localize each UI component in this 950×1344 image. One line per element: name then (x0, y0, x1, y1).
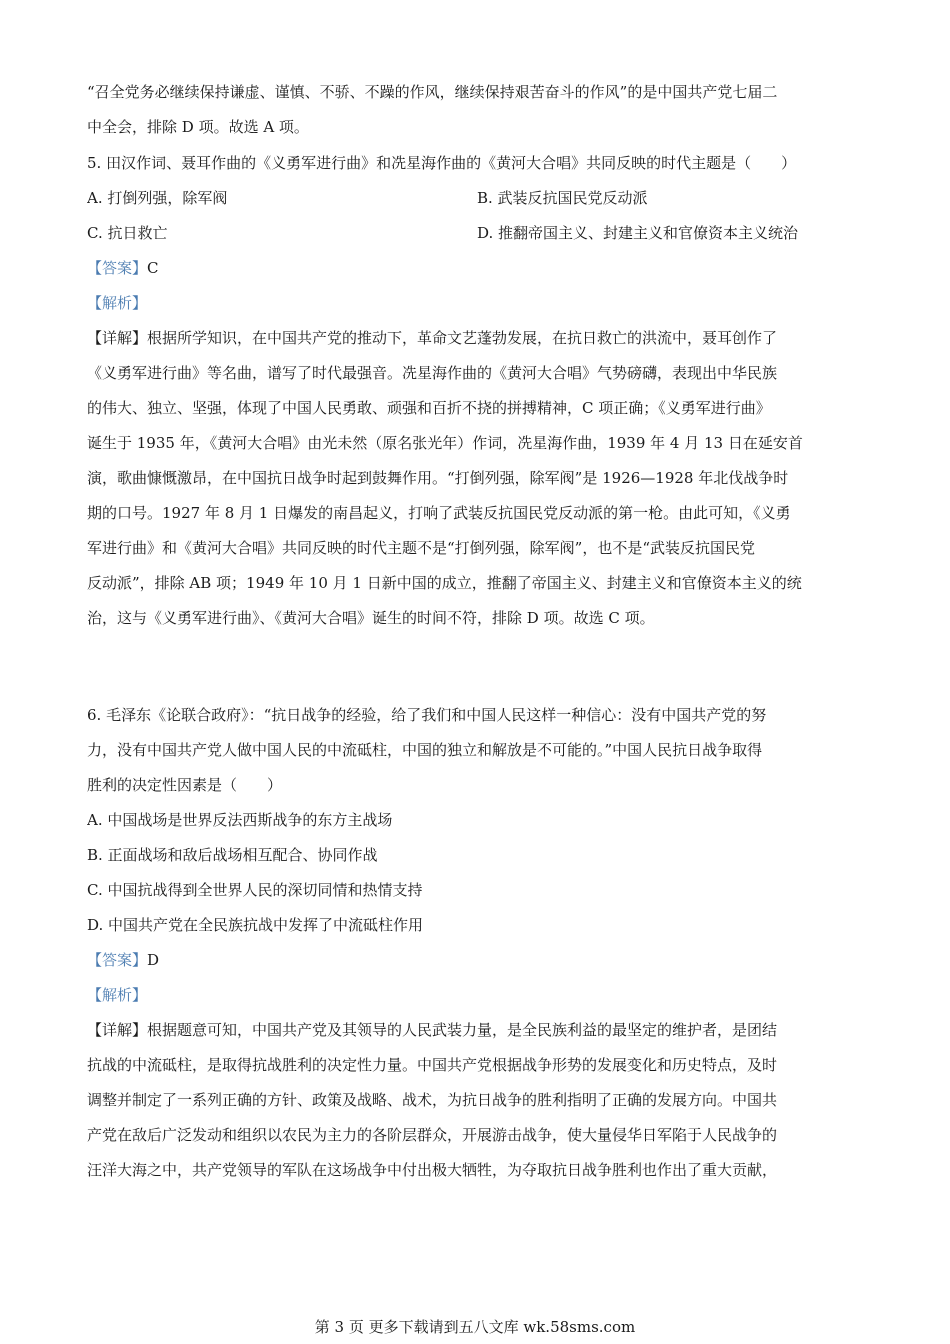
q5-detail-line: 演，歌曲慷慨激昂，在中国抗日战争时起到鼓舞作用。“打倒列强，除军阀”是 1926—1928 年北伐战争时 (87, 469, 789, 487)
q6-detail-line: 抗战的中流砥柱，是取得抗战胜利的决定性力量。中国共产党根据战争形势的发展变化和历史特点，及时 (87, 1056, 778, 1074)
q6-answer-value: D (147, 951, 160, 969)
q6-option-d: D. 中国共产党在全民族抗战中发挥了中流砥柱作用 (87, 916, 424, 934)
intro-line: “召全党务必继续保持谦虚、谨慎、不骄、不躁的作风，继续保持艰苦奋斗的作风”的是中国共产党七届二 (87, 83, 778, 101)
q5-detail-line: 反动派”，排除 AB 项；1949 年 10 月 1 日新中国的成立，推翻了帝国主义、封建主义和官僚资本主义的统 (87, 574, 802, 592)
q5-detail-tag: 【详解】 (87, 329, 148, 347)
q5-options-row-2 (87, 216, 863, 251)
q6-analysis-tag: 【解析】 (87, 986, 148, 1004)
q5-detail-line: 《义勇军进行曲》等名曲，谱写了时代最强音。冼星海作曲的《黄河大合唱》气势磅礴，表现出中华民族 (87, 364, 778, 382)
q6-detail-line (87, 1013, 863, 1048)
q6-stem-line: 6. 毛泽东《论联合政府》：“抗日战争的经验，给了我们和中国人民这样一种信心：没有中国共产党的努 (87, 706, 767, 724)
q5-options-row-1 (87, 181, 863, 216)
q6-stem-line: 力，没有中国共产党人做中国人民的中流砥柱，中国的独立和解放是不可能的。”中国人民抗日战争取得 (87, 741, 763, 759)
q5-answer-tag: 【答案】 (87, 259, 148, 277)
intro-line: 中全会，排除 D 项。故选 A 项。 (87, 118, 309, 136)
question-5 (87, 146, 863, 636)
q6-detail-text: 根据题意可知，中国共产党及其领导的人民武装力量，是全民族利益的最坚定的维护者，是团结 (147, 1021, 778, 1039)
q6-detail-line: 产党在敌后广泛发动和组织以农民为主力的各阶层群众，开展游击战争，使大量侵华日军陷于人民战争的 (87, 1126, 778, 1144)
q6-option-c: C. 中国抗战得到全世界人民的深切同情和热情支持 (87, 881, 423, 899)
intro-paragraph (87, 75, 863, 145)
q5-detail-line: 军进行曲》和《黄河大合唱》共同反映的时代主题不是“打倒列强，除军阀”，也不是“武装反抗国民党 (87, 539, 756, 557)
question-6 (87, 698, 863, 1188)
q5-option-b: B. 武装反抗国民党反动派 (477, 189, 648, 207)
q5-detail-line: 治，这与《义勇军进行曲》、《黄河大合唱》诞生的时间不符，排除 D 项。故选 C 项。 (87, 609, 655, 627)
q5-answer (87, 251, 863, 286)
q6-option-a: A. 中国战场是世界反法西斯战争的东方主战场 (87, 811, 393, 829)
q5-stem: 5. 田汉作词、聂耳作曲的《义勇军进行曲》和冼星海作曲的《黄河大合唱》共同反映的时代主题是（ ） (87, 154, 797, 172)
q6-answer (87, 943, 863, 978)
q5-detail-line: 的伟大、独立、坚强，体现了中国人民勇敢、顽强和百折不挠的拼搏精神，C 项正确；《义勇军进行曲》 (87, 399, 771, 417)
q6-detail-line: 调整并制定了一系列正确的方针、政策及战略、战术，为抗日战争的胜利指明了正确的发展方向。中国共 (87, 1091, 778, 1109)
q6-answer-tag: 【答案】 (87, 951, 148, 969)
page-footer: 第 3 页 更多下载请到五八文库 wk.58sms.com (314, 1318, 636, 1336)
q5-option-c: C. 抗日救亡 (87, 224, 168, 242)
q5-option-a: A. 打倒列强，除军阀 (87, 189, 228, 207)
q5-detail-line: 期的口号。1927 年 8 月 1 日爆发的南昌起义，打响了武装反抗国民党反动派的第一枪。由此可知，《义勇 (87, 504, 791, 522)
q5-detail-line: 诞生于 1935 年，《黄河大合唱》由光未然（原名张光年）作词，冼星海作曲，1939 年 4 月 13 日在延安首 (87, 434, 803, 452)
q6-detail-tag: 【详解】 (87, 1021, 148, 1039)
q5-analysis (87, 286, 863, 321)
q6-detail-line: 汪洋大海之中，共产党领导的军队在这场战争中付出极大牺牲，为夺取抗日战争胜利也作出了重大贡献， (87, 1161, 778, 1179)
q5-detail-line (87, 321, 863, 356)
q5-analysis-tag: 【解析】 (87, 294, 148, 312)
q6-option-b: B. 正面战场和敌后战场相互配合、协同作战 (87, 846, 378, 864)
q5-option-d: D. 推翻帝国主义、封建主义和官僚资本主义统治 (477, 224, 799, 242)
q6-stem-line: 胜利的决定性因素是（ ） (87, 776, 283, 794)
q5-answer-value: C (147, 259, 159, 277)
q5-detail-text: 根据所学知识，在中国共产党的推动下，革命文艺蓬勃发展，在抗日救亡的洪流中，聂耳创作了 (147, 329, 778, 347)
q6-analysis (87, 978, 863, 1013)
